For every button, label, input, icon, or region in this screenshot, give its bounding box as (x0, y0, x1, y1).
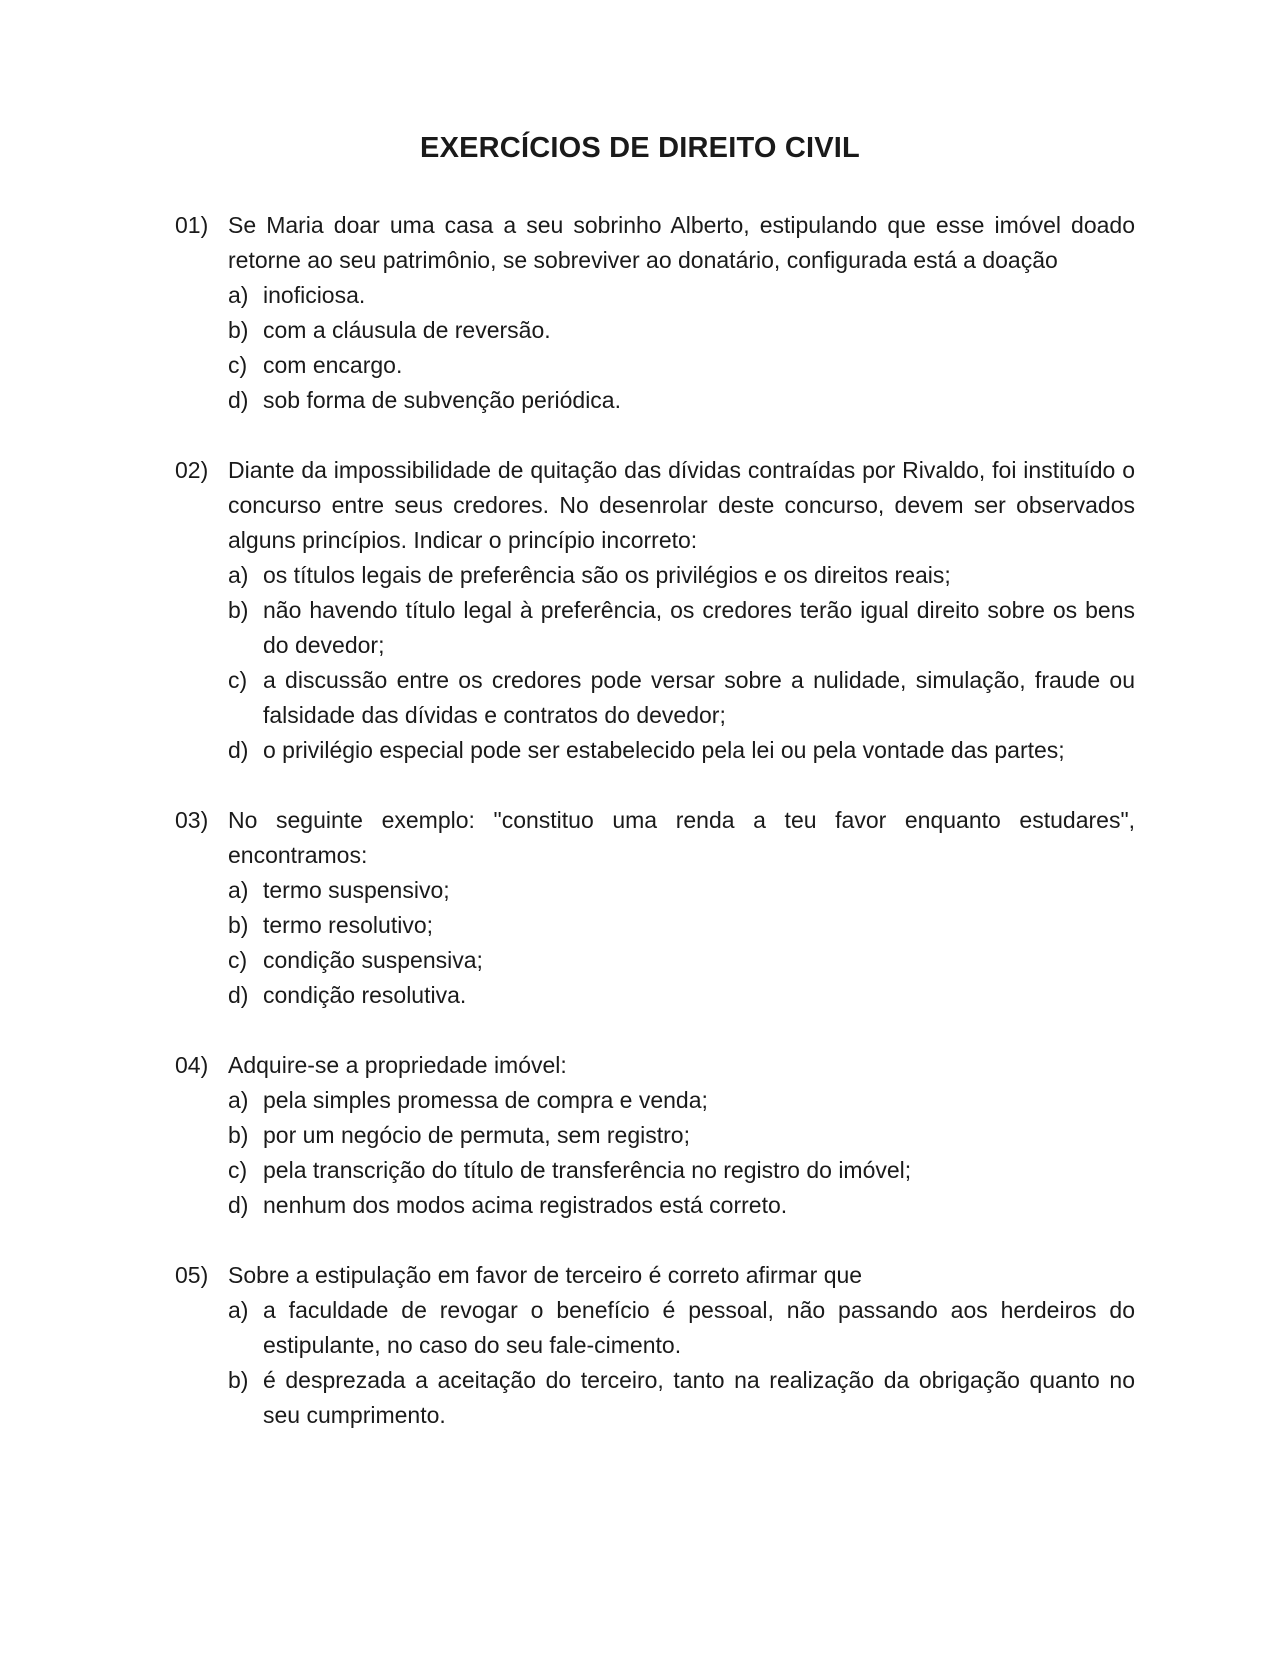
question-text: Sobre a estipulação em favor de terceiro é correto afirmar que (228, 1262, 863, 1288)
question-number: 03) (175, 807, 209, 833)
answer-option (228, 978, 1135, 1013)
answer-options (228, 278, 1135, 418)
option-letter: b) (228, 1367, 249, 1393)
option-text: por um negócio de permuta, sem registro; (263, 1122, 690, 1148)
option-text: a discussão entre os credores pode versar sobre a nulidade, simulação, fraude ou falsidade das dívidas e contratos do devedor; (263, 667, 1135, 728)
option-text: é desprezada a aceitação do terceiro, tanto na realização da obrigação quanto no seu cumprimento. (263, 1367, 1135, 1428)
question-text: Adquire-se a propriedade imóvel: (228, 1052, 567, 1078)
answer-option (228, 943, 1135, 978)
option-letter: a) (228, 1297, 249, 1323)
question-stem (175, 803, 1135, 873)
option-text: sob forma de subvenção periódica. (263, 387, 621, 413)
option-letter: d) (228, 737, 249, 763)
question-number: 01) (175, 212, 209, 238)
question-stem (175, 453, 1135, 558)
option-text: o privilégio especial pode ser estabelecido pela lei ou pela vontade das partes; (263, 737, 1065, 763)
option-text: termo suspensivo; (263, 877, 450, 903)
question-text: No seguinte exemplo: "constituo uma renda a teu favor enquanto estudares", encontramos: (228, 807, 1135, 868)
answer-option (228, 278, 1135, 313)
option-letter: a) (228, 562, 249, 588)
option-text: com a cláusula de reversão. (263, 317, 551, 343)
option-letter: c) (228, 667, 248, 693)
answer-option (228, 1188, 1135, 1223)
option-letter: a) (228, 1087, 249, 1113)
question-stem (175, 1258, 1135, 1293)
answer-option (228, 663, 1135, 733)
answer-options (228, 1293, 1135, 1433)
option-letter: a) (228, 282, 249, 308)
answer-option (228, 383, 1135, 418)
option-text: condição resolutiva. (263, 982, 467, 1008)
question-item (175, 453, 1135, 768)
answer-option (228, 313, 1135, 348)
question-item (175, 803, 1135, 1013)
option-letter: d) (228, 1192, 249, 1218)
option-letter: b) (228, 597, 249, 623)
answer-option (228, 908, 1135, 943)
answer-options (228, 873, 1135, 1013)
option-text: termo resolutivo; (263, 912, 434, 938)
question-number: 02) (175, 457, 209, 483)
question-number: 05) (175, 1262, 209, 1288)
option-letter: c) (228, 352, 248, 378)
question-text: Diante da impossibilidade de quitação das dívidas contraídas por Rivaldo, foi instituído o concurso entre seus credores. No desenrolar deste concurso, devem ser observados alguns princípios. Indicar o princípio incorreto: (228, 457, 1135, 553)
answer-option (228, 593, 1135, 663)
question-stem (175, 1048, 1135, 1083)
document-title: EXERCÍCIOS DE DIREITO CIVIL (420, 132, 860, 164)
answer-option (228, 1153, 1135, 1188)
answer-option (228, 1293, 1135, 1363)
answer-option (228, 1118, 1135, 1153)
answer-option (228, 1083, 1135, 1118)
option-text: os títulos legais de preferência são os privilégios e os direitos reais; (263, 562, 951, 588)
option-text: pela simples promessa de compra e venda; (263, 1087, 708, 1113)
answer-options (228, 1083, 1135, 1223)
answer-option (228, 558, 1135, 593)
question-item (175, 208, 1135, 418)
option-letter: c) (228, 1157, 248, 1183)
question-text: Se Maria doar uma casa a seu sobrinho Alberto, estipulando que esse imóvel doado retorne ao seu patrimônio, se sobreviver ao donatário, configurada está a doação (228, 212, 1135, 273)
question-number: 04) (175, 1052, 209, 1078)
option-text: não havendo título legal à preferência, os credores terão igual direito sobre os bens do devedor; (263, 597, 1135, 658)
option-text: inoficiosa. (263, 282, 366, 308)
question-list (175, 208, 1135, 1468)
answer-options (228, 558, 1135, 768)
option-letter: c) (228, 947, 248, 973)
option-text: condição suspensiva; (263, 947, 483, 973)
option-text: a faculdade de revogar o benefício é pessoal, não passando aos herdeiros do estipulante, no caso do seu fale-cimento. (263, 1297, 1135, 1358)
option-letter: b) (228, 1122, 249, 1148)
option-letter: d) (228, 982, 249, 1008)
option-letter: b) (228, 912, 249, 938)
answer-option (228, 873, 1135, 908)
option-text: nenhum dos modos acima registrados está correto. (263, 1192, 788, 1218)
question-item (175, 1048, 1135, 1223)
answer-option (228, 348, 1135, 383)
answer-option (228, 733, 1135, 768)
option-letter: d) (228, 387, 249, 413)
option-text: pela transcrição do título de transferência no registro do imóvel; (263, 1157, 912, 1183)
option-letter: b) (228, 317, 249, 343)
option-text: com encargo. (263, 352, 403, 378)
question-stem (175, 208, 1135, 278)
answer-option (228, 1363, 1135, 1433)
option-letter: a) (228, 877, 249, 903)
question-item (175, 1258, 1135, 1433)
